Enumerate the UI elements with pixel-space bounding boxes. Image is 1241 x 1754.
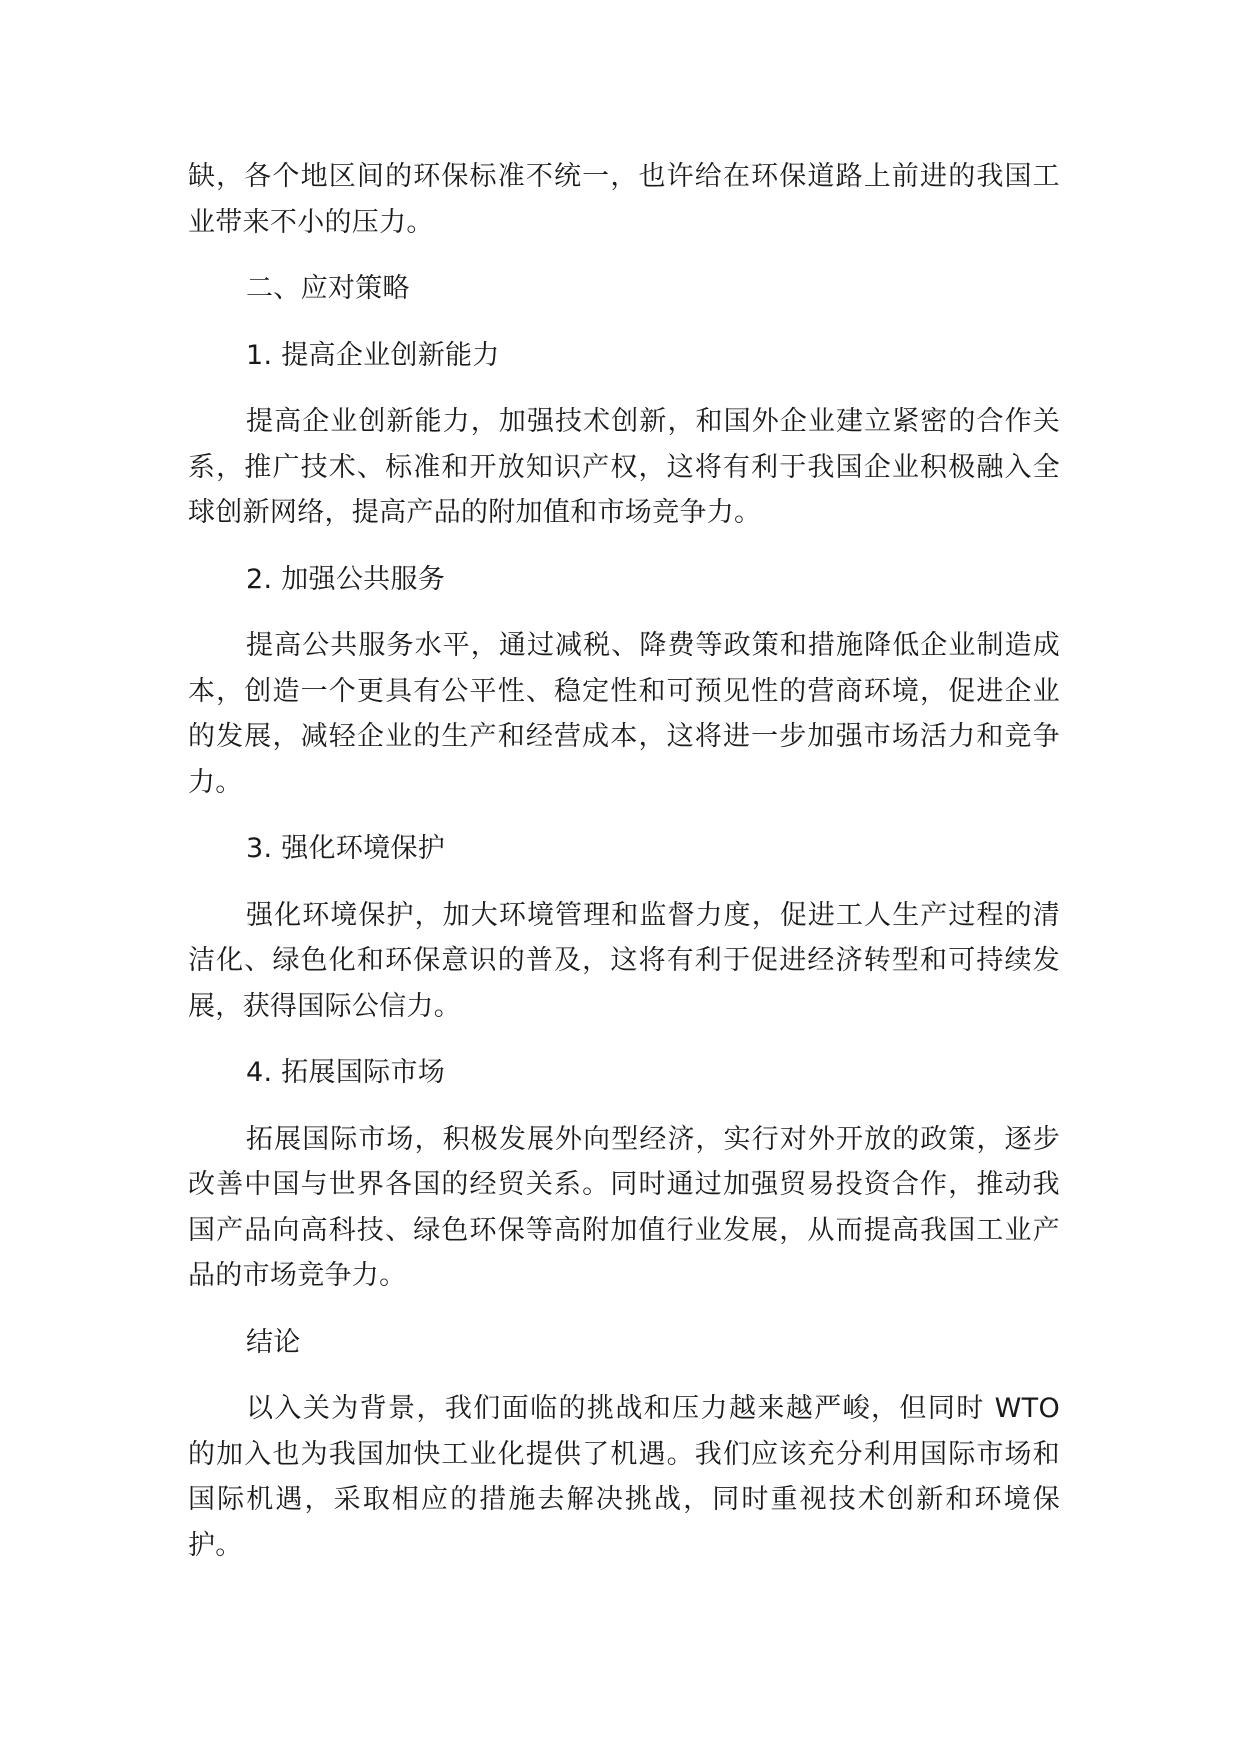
subheading-2: 2. 加强公共服务 — [246, 563, 446, 595]
paragraph-continuation: 缺，各个地区间的环保标准不统一，也许给在环保道路上前进的我国工业带来不小的压力。 — [188, 161, 1060, 238]
section-heading: 二、应对策略 — [246, 273, 410, 304]
paragraph-2: 提高公共服务水平，通过减税、降费等政策和措施降低企业制造成本，创造一个更具有公平性、稳定性和可预见性的营商环境，促进企业的发展，减轻企业的生产和经营成本，这将进一步加强市场活力和竞争力。 — [188, 630, 1060, 798]
paragraph-4: 拓展国际市场，积极发展外向型经济，实行对外开放的政策，逐步改善中国与世界各国的经贸关系。同时通过加强贸易投资合作，推动我国产品向高科技、绿色环保等高附加值行业发展，从而提高我国工业产品的市场竞争力。 — [188, 1123, 1060, 1291]
paragraph-3: 强化环境保护，加大环境管理和监督力度，促进工人生产过程的清洁化、绿色化和环保意识的普及，这将有利于促进经济转型和可持续发展，获得国际公信力。 — [188, 899, 1060, 1022]
paragraph-1: 提高企业创新能力，加强技术创新，和国外企业建立紧密的合作关系，推广技术、标准和开放知识产权，这将有利于我国企业积极融入全球创新网络，提高产品的附加值和市场竞争力。 — [188, 406, 1060, 528]
document-body — [188, 154, 1060, 1568]
subheading-4: 4. 拓展国际市场 — [246, 1057, 446, 1088]
conclusion-paragraph: 以入关为背景，我们面临的挑战和压力越来越严峻，但同时 WTO 的加入也为我国加快工业化提供了机遇。我们应该充分利用国际市场和国际机遇，采取相应的措施去解决挑战，同时重视技术创新和环境保护。 — [188, 1393, 1060, 1561]
conclusion-heading: 结论 — [246, 1326, 301, 1358]
subheading-3: 3. 强化环境保护 — [246, 833, 446, 864]
subheading-1: 1. 提高企业创新能力 — [246, 339, 500, 371]
